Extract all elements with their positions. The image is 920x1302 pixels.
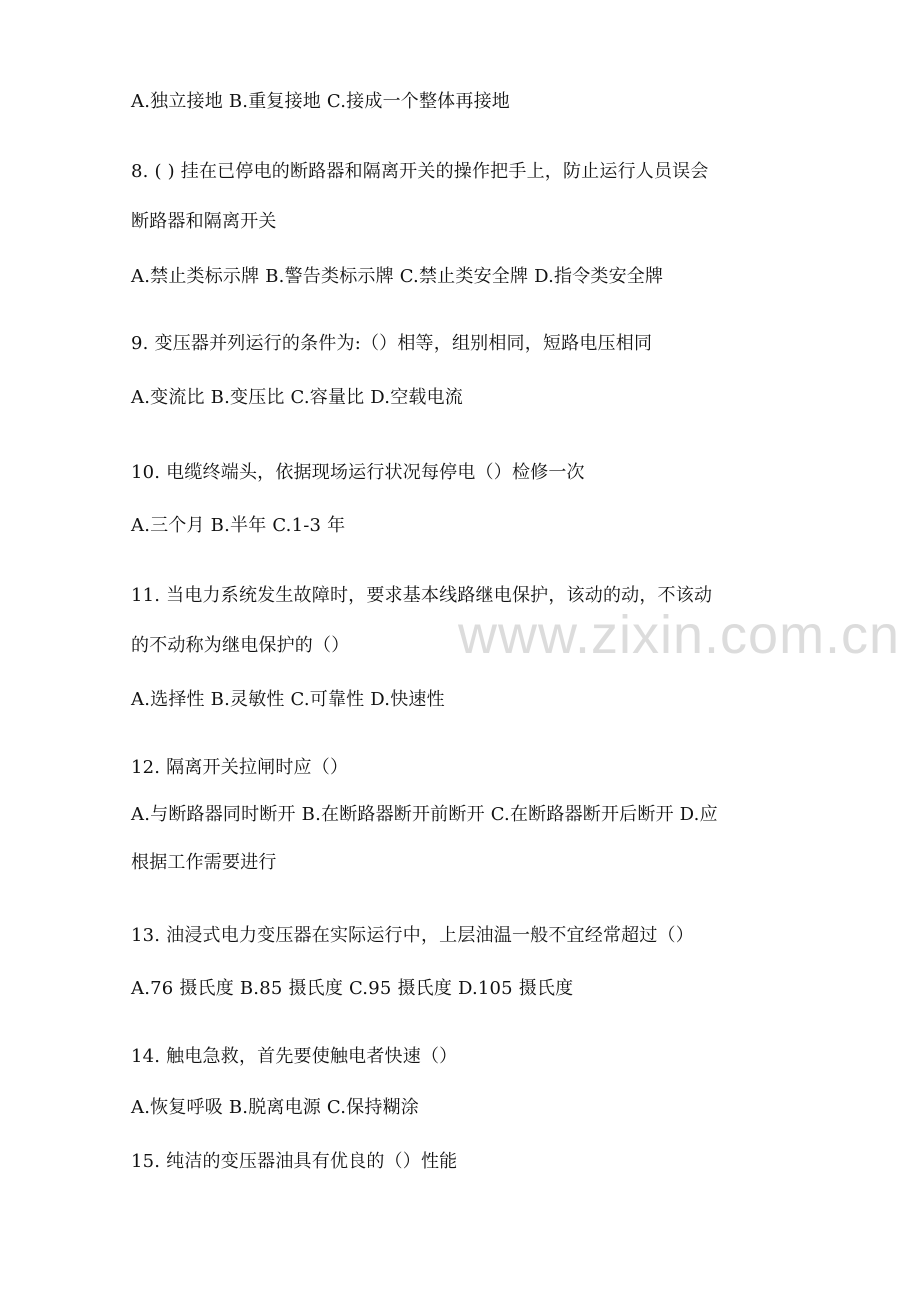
- question-10: 10. 电缆终端头，依据现场运行状况每停电（）检修一次: [131, 462, 585, 483]
- question-14: 14. 触电急救，首先要使触电者快速（）: [131, 1046, 458, 1067]
- question-12: 12. 隔离开关拉闸时应（）: [131, 757, 349, 778]
- option-line-q12-2: 根据工作需要进行: [131, 852, 277, 873]
- option-line-q7: A.独立接地 B.重复接地 C.接成一个整体再接地: [131, 91, 510, 112]
- watermark: www.zixin.com.cn: [458, 605, 901, 665]
- option-line-q9: A.变流比 B.变压比 C.容量比 D.空载电流: [131, 387, 463, 408]
- question-8-line-2: 断路器和隔离开关: [131, 211, 277, 232]
- option-line-q8: A.禁止类标示牌 B.警告类标示牌 C.禁止类安全牌 D.指令类安全牌: [131, 266, 664, 287]
- option-line-q10: A.三个月 B.半年 C.1-3 年: [131, 515, 346, 536]
- question-13: 13. 油浸式电力变压器在实际运行中，上层油温一般不宜经常超过（）: [131, 925, 694, 946]
- question-9: 9. 变压器并列运行的条件为:（）相等，组别相同，短路电压相同: [131, 333, 653, 354]
- question-15: 15. 纯洁的变压器油具有优良的（）性能: [131, 1151, 458, 1172]
- option-line-q11: A.选择性 B.灵敏性 C.可靠性 D.快速性: [131, 689, 445, 710]
- question-8-line-1: 8. ( ) 挂在已停电的断路器和隔离开关的操作把手上，防止运行人员误会: [131, 161, 709, 182]
- question-11-line-1: 11. 当电力系统发生故障时，要求基本线路继电保护，该动的动，不该动: [131, 585, 713, 606]
- option-line-q13: A.76 摄氏度 B.85 摄氏度 C.95 摄氏度 D.105 摄氏度: [131, 978, 574, 999]
- option-line-q14: A.恢复呼吸 B.脱离电源 C.保持糊涂: [131, 1097, 419, 1118]
- option-line-q12-1: A.与断路器同时断开 B.在断路器断开前断开 C.在断路器断开后断开 D.应: [131, 804, 718, 825]
- question-11-line-2: 的不动称为继电保护的（）: [131, 635, 350, 656]
